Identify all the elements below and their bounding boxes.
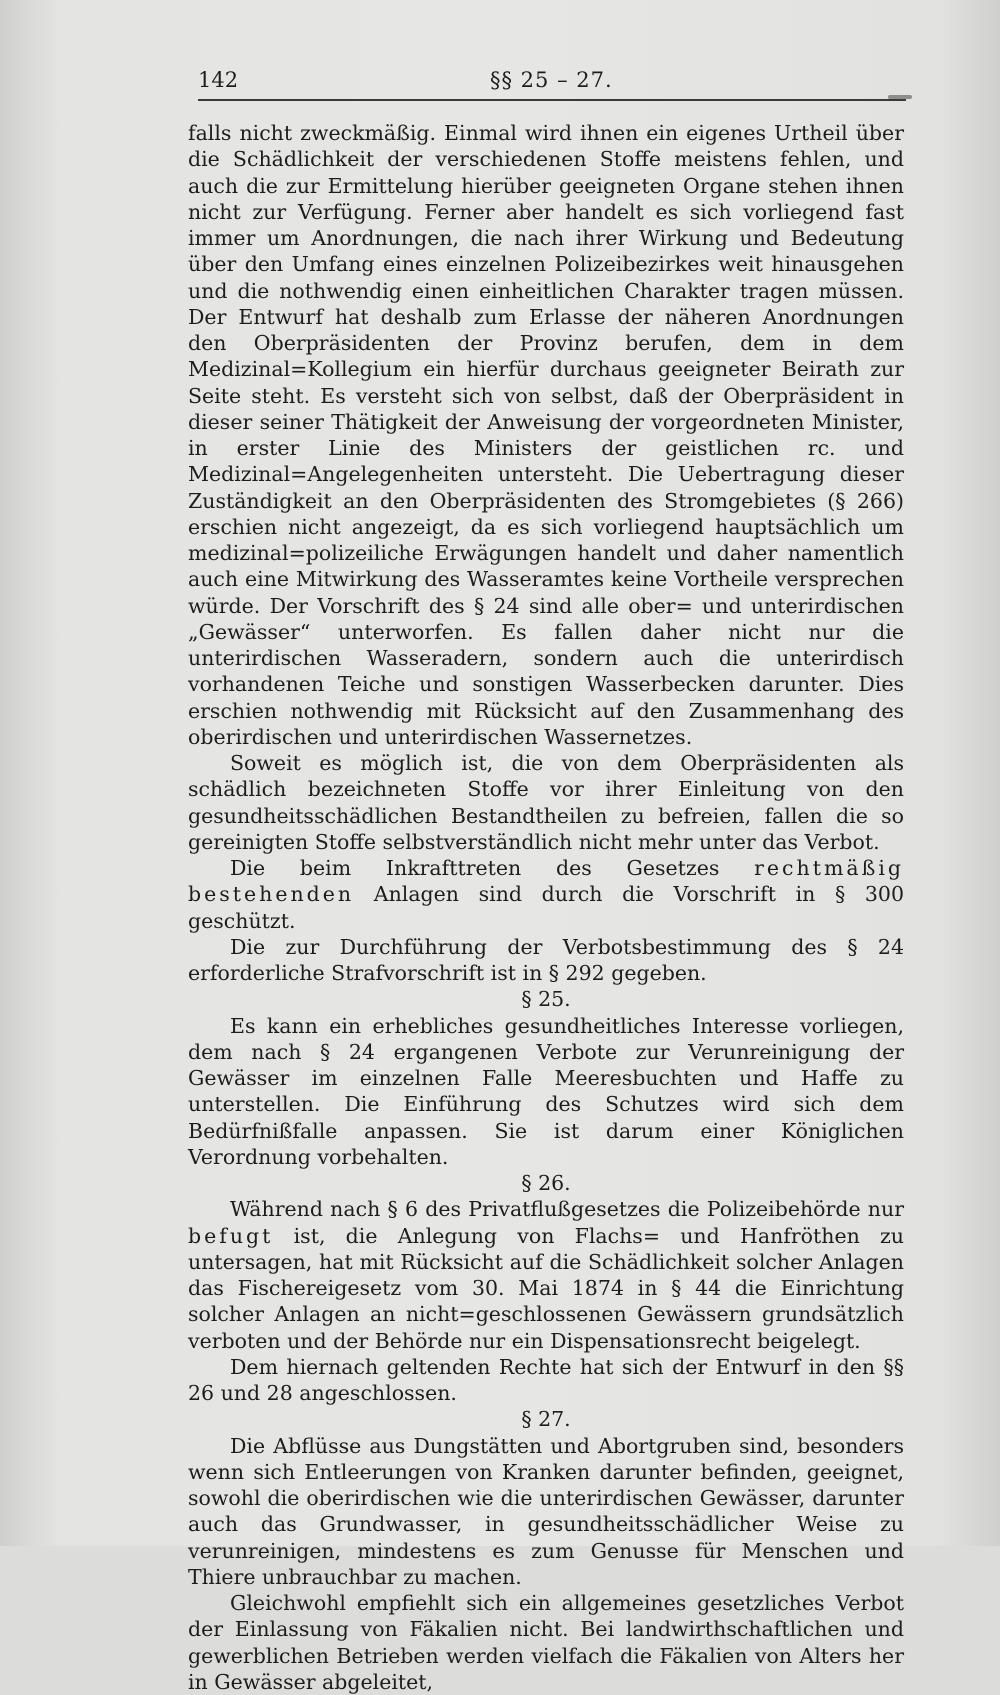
emphasis-spaced: rechtmäßig bestehenden: [188, 856, 904, 907]
text-run: Anlagen sind durch die Vorschrift in § 300 geschützt.: [188, 882, 904, 933]
header-rule: [198, 99, 906, 101]
paragraph: Es kann ein erhebliches gesundheitliches Interesse vorliegen, dem nach § 24 ergangenen Verbote zur Verunreinigung der Gewässer im einzelnen Falle Meeresbuchten und Haffe zu unterstellen. Die Einführung des Schutzes wird sich dem Bedürfnißfalle anpassen. Sie ist darum einer Königlichen Verordnung vorbehalten.: [188, 1013, 904, 1169]
text-run: ist, die Anlegung von Flachs= und Hanfröthen zu untersagen, hat mit Rücksicht auf die Schädlichkeit solcher Anlagen das Fischereigesetz vom 30. Mai 1874 in § 44 die Einrichtung solcher Anlagen an nicht=geschlossenen Gewässern grundsätzlich verboten und der Behörde nur ein Dispensationsrecht beigelegt.: [188, 1223, 904, 1353]
body-text: [188, 120, 904, 1695]
paragraph: Soweit es möglich ist, die von dem Oberpräsidenten als schädlich bezeichneten Stoffe vor ihrer Einleitung von den gesundheitsschädlichen Bestandtheilen zu befreien, fallen die so gereinigten Stoffe selbstverständlich nicht mehr unter das Verbot.: [188, 751, 904, 854]
paragraph: [188, 1196, 904, 1354]
ink-smudge: [888, 95, 912, 99]
section-heading: § 26.: [521, 1171, 571, 1195]
paragraph: Die Abflüsse aus Dungstätten und Abortgruben sind, besonders wenn sich Entleerungen von Kranken darunter befinden, geeignet, sowohl die oberirdischen wie die unterirdischen Gewässer, darunter auch das Grundwasser, in gesundheitsschädlicher Weise zu verunreinigen, mindestens es zum Genusse für Menschen und Thiere unbrauchbar zu machen.: [188, 1433, 904, 1589]
emphasis-spaced: befugt: [188, 1223, 274, 1248]
running-head: §§ 25 – 27.: [490, 68, 613, 92]
page-header: [198, 68, 904, 96]
paragraph: Die zur Durchführung der Verbotsbestimmung des § 24 erforderliche Strafvorschrift ist in § 292 gegeben.: [188, 934, 904, 985]
paragraph: Gleichwohl empfiehlt sich ein allgemeines gesetzliches Verbot der Einlassung von Fäkalien nicht. Bei landwirthschaftlichen und gewerblichen Betrieben werden vielfach die Fäkalien von Alters her in Gewässer abgeleitet,: [188, 1591, 904, 1694]
text-run: Während nach § 6 des Privatflußgesetzes die Polizeibehörde nur: [230, 1197, 904, 1222]
section-heading: § 27.: [521, 1407, 571, 1432]
paragraph: Dem hiernach geltenden Rechte hat sich der Entwurf in den §§ 26 und 28 angeschlossen.: [188, 1354, 904, 1405]
section-heading: § 25.: [521, 987, 571, 1012]
text-run: Die beim Inkrafttreten des Gesetzes: [230, 856, 755, 880]
paragraph: [188, 855, 904, 934]
page-number: 142: [198, 68, 239, 92]
paragraph: falls nicht zweckmäßig. Einmal wird ihnen ein eigenes Urtheil über die Schädlichkeit der verschiedenen Stoffe meistens fehlen, und auch die zur Ermittelung hierüber geeigneten Organe stehen ihnen nicht zur Verfügung. Ferner aber handelt es sich vorliegend fast immer um Anordnungen, die nach ihrer Wirkung und Bedeutung über den Umfang eines einzelnen Polizeibezirkes weit hinausgehen und die nothwendig einen einheitlichen Charakter tragen müssen. Der Entwurf hat deshalb zum Erlasse der näheren Anordnungen den Oberpräsidenten der Provinz berufen, dem in dem Medizinal=Kollegium ein hierfür durchaus geeigneter Beirath zur Seite steht. Es versteht sich von selbst, daß der Oberpräsident in dieser seiner Thätigkeit der Anweisung der vorgeordneten Minister, in erster Linie des Ministers der geistlichen rc. und Medizinal=Angelegenheiten untersteht. Die Uebertragung dieser Zuständigkeit an den Oberpräsidenten des Stromgebietes (§ 266) erschien nicht angezeigt, da es sich vorliegend hauptsächlich um medizinal=polizeiliche Erwägungen handelt und daher namentlich auch eine Mitwirkung des Wasseramtes keine Vortheile versprechen würde. Der Vorschrift des § 24 sind alle ober= und unterirdischen „Gewässer“ unterworfen. Es fallen daher nicht nur die unterirdischen Wasseradern, sondern auch die unterirdisch vorhandenen Teiche und sonstigen Wasserbecken darunter. Dies erschien nothwendig mit Rücksicht auf den Zusammenhang des oberirdischen und unterirdischen Wassernetzes.: [188, 121, 904, 749]
